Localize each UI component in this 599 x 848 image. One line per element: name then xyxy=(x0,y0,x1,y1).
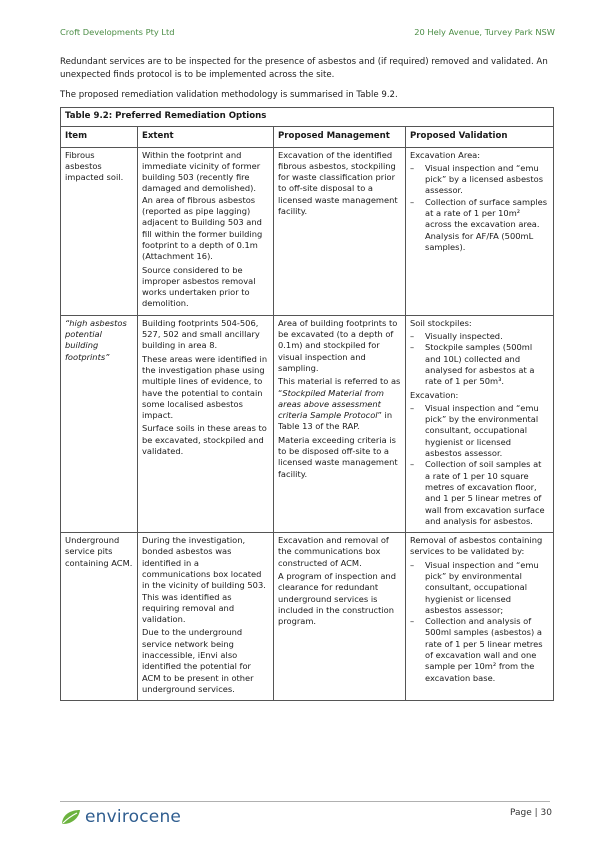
row-item xyxy=(61,315,138,532)
col-header-management: Proposed Management xyxy=(274,127,406,147)
validation-item: – Visual inspection and “emu pick” by a licensed asbestos assessor. xyxy=(410,163,549,197)
table-row xyxy=(61,147,554,315)
management-ref-prefix: This material is referred to as “ xyxy=(278,376,401,398)
management-text: A program of inspection and clearance for redundant underground services is included in the construction program. xyxy=(278,570,396,627)
validation-item: – Collection of surface samples at a rate of 1 per 10m² across the excavation area. Analysis for AF/FA (500mL samples). xyxy=(410,197,549,253)
table-row xyxy=(61,533,554,701)
extent-text: These areas were identified in the investigation phase using multiple lines of evidence, to have the potential to contain some localised asbestos impact. xyxy=(142,353,268,421)
intro-paragraph: Redundant services are to be inspected for the presence of asbestos and (if required) removed and validated. An unexpected finds protocol is to be implemented across the site. xyxy=(60,57,548,80)
extent-text: Within the footprint and immediate vicinity of former building 503 (recently fire damaged and demolished). An area of fibrous asbestos (reported as pipe lagging) adjacent to Building 503 and fill within the former building footprint to a depth of 0.1m (Attachment 16). xyxy=(142,149,263,262)
validation-item: – Visual inspection and “emu pick” by environmental consultant, occupational hygienist or licensed asbestos assessor; xyxy=(410,560,549,616)
validation-item: – Visual inspection and “emu pick” by the environmental consultant, occupational hygienist or licensed asbestos assessor. xyxy=(410,403,549,459)
row-item: Fibrous asbestos impacted soil. xyxy=(61,147,138,315)
row-validation xyxy=(406,533,554,701)
management-text: Excavation and removal of the communications box constructed of ACM. xyxy=(278,535,389,568)
row-extent xyxy=(138,315,274,532)
management-text: Area of building footprints to be excavated (to a depth of 0.1m) and stockpiled for visual inspection and sampling. xyxy=(278,317,398,373)
intro-table-reference: The proposed remediation validation methodology is summarised in Table 9.2. xyxy=(60,90,398,100)
management-text: Excavation of the identified fibrous asbestos, stockpiling for waste classification prior to off-site disposal to a licensed waste management facility. xyxy=(278,149,398,217)
validation-item: – Visually inspected. xyxy=(410,331,549,342)
logo-wordmark: envirocene xyxy=(85,807,182,827)
row-management xyxy=(274,147,406,315)
validation-item: – Collection of soil samples at a rate of 1 per 10 square metres of excavation floor, and 1 per 5 linear metres of wall from excavation surface and analysis for asbestos. xyxy=(410,459,549,527)
validation-item: – Collection and analysis of 500ml samples (asbestos) a rate of 1 per 5 linear metres of excavation wall and one sample per 10m² from the excavation base. xyxy=(410,616,549,684)
row-management xyxy=(274,315,406,532)
extent-text: Building footprints 504-506, 527, 502 and small ancillary building in area 8. xyxy=(142,317,260,351)
management-text: Materia exceeding criteria is to be disposed off-site to a licensed waste management facility. xyxy=(278,434,398,479)
table-caption: Table 9.2: Preferred Remediation Options xyxy=(61,108,554,127)
management-ref-suffix: ” in Table 13 of the RAP. xyxy=(278,410,393,432)
row-validation xyxy=(406,147,554,315)
row-item-text: “high asbestos potential building footprints” xyxy=(65,317,127,362)
table-header-row xyxy=(61,127,554,147)
extent-text: Due to the underground service network being inaccessible, iEnvi also identified the potential for ACM to be present in other underground services. xyxy=(142,627,254,694)
row-validation xyxy=(406,315,554,532)
validation-intro: Soil stockpiles: xyxy=(410,317,472,328)
header-company: Croft Developments Pty Ltd xyxy=(60,27,175,37)
row-extent xyxy=(138,147,274,315)
validation-item: – Stockpile samples (500ml and 10L) collected and analysed for asbestos at a rate of 1 per 50m³. xyxy=(410,342,549,387)
validation-intro: Excavation Area: xyxy=(410,149,481,160)
leaf-logo-icon xyxy=(60,808,82,826)
validation-intro: Excavation: xyxy=(410,389,459,400)
table-row xyxy=(61,315,554,532)
management-text-reference xyxy=(278,376,401,432)
remediation-table xyxy=(60,107,554,701)
col-header-extent: Extent xyxy=(138,127,274,147)
management-ref-title: Stockpiled Material from areas above assessment criteria Sample Protocol xyxy=(278,387,384,421)
row-item: Underground service pits containing ACM. xyxy=(61,533,138,701)
page-number: Page | 30 xyxy=(510,808,552,818)
footer-divider xyxy=(60,801,550,802)
row-management xyxy=(274,533,406,701)
header-address: 20 Hely Avenue, Turvey Park NSW xyxy=(414,27,555,37)
extent-text: During the investigation, bonded asbestos was identified in a communications box located in the vicinity of building 503. This was identified as requiring removal and validation. xyxy=(142,535,266,625)
validation-intro: Removal of asbestos containing services to be validated by: xyxy=(410,535,543,557)
extent-text: Source considered to be improper asbestos removal works undertaken prior to demolition. xyxy=(142,264,256,309)
col-header-validation: Proposed Validation xyxy=(406,127,554,147)
envirocene-logo xyxy=(60,806,181,828)
extent-text: Surface soils in these areas to be excavated, stockpiled and validated. xyxy=(142,423,267,457)
row-extent xyxy=(138,533,274,701)
col-header-item: Item xyxy=(61,127,138,147)
